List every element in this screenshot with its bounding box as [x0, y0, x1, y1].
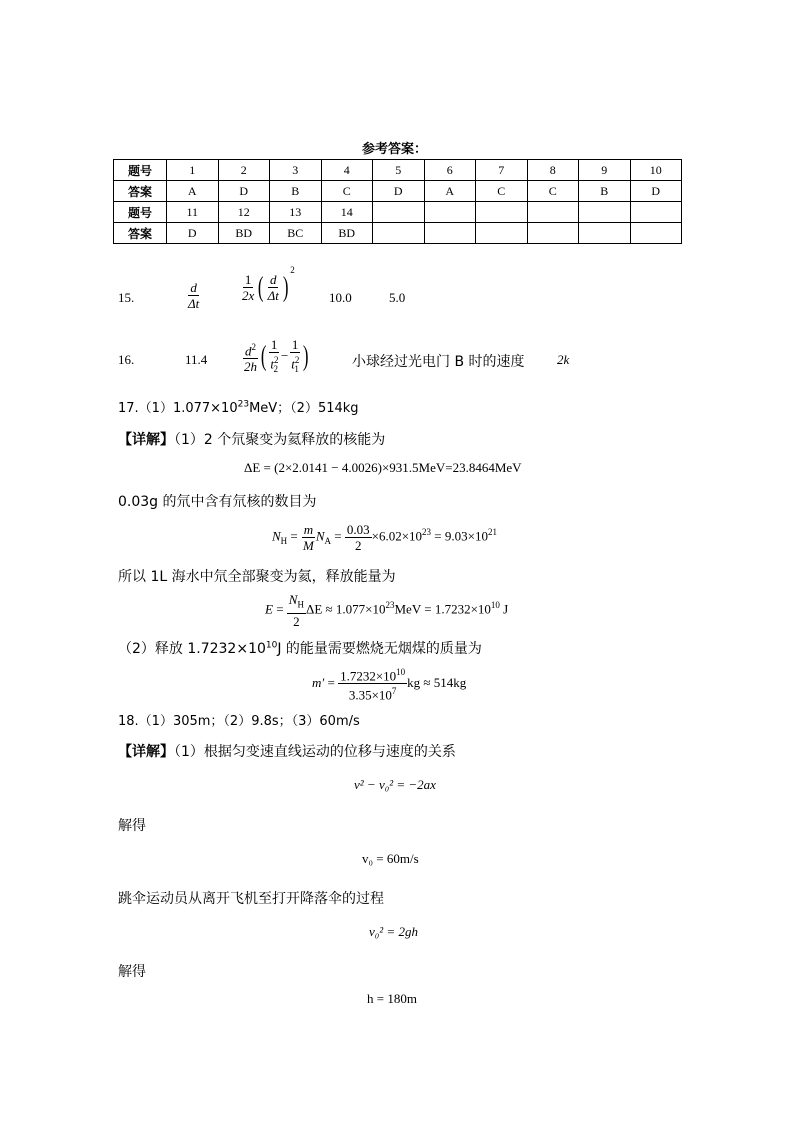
table-cell: C: [527, 181, 579, 202]
eq-text: ΔE ≈ 1.077×10: [305, 601, 386, 617]
header-label: 题号: [114, 202, 167, 223]
q15-fraction-1: [186, 280, 201, 311]
frac-den: 2h: [244, 359, 257, 375]
q17-line-part-1: 17.（1）1.077×10: [118, 401, 238, 416]
frac-num: 0.03: [346, 522, 370, 537]
table-cell: [476, 202, 528, 223]
q16-label: 16.: [118, 352, 135, 367]
subscript: 2: [273, 363, 278, 374]
table-cell: BD: [321, 223, 373, 244]
frac-den: 3.35×10: [348, 687, 392, 703]
frac-num: 1.7232×10: [340, 668, 397, 684]
eq-symbol: N: [272, 528, 281, 544]
q17-answer-line: [118, 397, 359, 416]
subscript: H: [297, 599, 304, 610]
exponent: 10: [265, 640, 278, 651]
eq-symbol: N: [315, 528, 325, 544]
q17-equation-2: $N_H$ = $\frac{m}{M}$ $N_A$ = $\frac{0.03}{2}$ $\times 6.02\times 10^{23} = 9.03\times 10^{21}$: [272, 522, 497, 553]
table-cell: 3: [270, 160, 322, 181]
q18-solve-1: 解得: [118, 818, 146, 834]
table-cell: D: [167, 223, 219, 244]
frac-num: 1: [244, 272, 252, 287]
q18-solve-2: 解得: [118, 964, 146, 980]
answer-label: 答案: [114, 181, 167, 202]
exponent: 2: [290, 265, 295, 276]
q17-text-2: 0.03g 的氘中含有氘核的数目为: [118, 494, 317, 510]
frac-den: Δt: [188, 296, 200, 311]
table-cell: C: [321, 181, 373, 202]
header-label: 题号: [114, 160, 167, 181]
q18-text-3: 跳伞运动员从离开飞机至打开降落伞的过程: [118, 891, 384, 907]
table-cell: [527, 202, 579, 223]
table-row: [114, 181, 682, 202]
table-cell: [424, 223, 476, 244]
answer-key-heading: 参考答案：: [362, 142, 428, 157]
table-cell: D: [373, 181, 425, 202]
table-row: [114, 223, 682, 244]
detail-text: （1）2 个氘聚变为氦释放的核能为: [174, 432, 386, 448]
eq-unit: J: [503, 601, 509, 617]
table-cell: [373, 202, 425, 223]
q18-equation-2: v₀ = 60m/s: [362, 851, 419, 866]
eq-text: = 9.03×10: [431, 528, 488, 544]
frac-num: 1: [270, 337, 278, 352]
detail-text: （1）根据匀变速直线运动的位移与速度的关系: [174, 744, 456, 760]
q15-label: 15.: [118, 290, 135, 305]
exponent: 2: [251, 341, 256, 352]
table-cell: [424, 202, 476, 223]
table-cell: 10: [630, 160, 682, 181]
table-cell: [630, 202, 682, 223]
table-row: [114, 202, 682, 223]
frac-den: Δt: [267, 288, 279, 303]
table-row: [114, 160, 682, 181]
frac-den: M: [303, 538, 314, 553]
q15-value-1: 10.0: [329, 290, 352, 305]
table-cell: 5: [373, 160, 425, 181]
table-cell: A: [424, 181, 476, 202]
q17-detail: [118, 429, 385, 449]
table-cell: [579, 202, 631, 223]
q18-equation-3: v₀² = 2gh: [369, 924, 418, 939]
q17-text-3: 所以 1L 海水中氘全部聚变为氦，释放能量为: [118, 569, 396, 585]
exponent: 21: [487, 527, 497, 538]
eq-symbol: E: [265, 601, 273, 617]
frac-num: N: [288, 592, 298, 607]
table-cell: 8: [527, 160, 579, 181]
table-cell: A: [167, 181, 219, 202]
table-cell: D: [218, 181, 270, 202]
q15-value-2: 5.0: [389, 290, 406, 305]
detail-tag: 【详解】: [118, 432, 174, 448]
q16-formula: $\frac{d^2}{2h}$ ( $\frac{1}{t^2_2}$ − $\frac{1}{t^2_1}$ ): [244, 337, 309, 375]
eq-text: MeV = 1.7232×10: [394, 601, 491, 617]
q18-answer-line: 18.（1）305m；（2）9.8s；（3）60m/s: [118, 714, 360, 729]
frac-num: d: [190, 280, 197, 295]
q17-equation-4: m′ = $\frac{1.7232\times 10^{10}}{3.35\times 10^7}$ kg ≈ 514kg: [312, 667, 467, 703]
q17-line-part-2: MeV；（2）514kg: [249, 401, 359, 416]
exponent: 23: [385, 599, 395, 610]
eq-text: ×6.02×10: [371, 528, 423, 544]
table-cell: 7: [476, 160, 528, 181]
table-cell: BD: [218, 223, 270, 244]
table-cell: [476, 223, 528, 244]
exponent: 7: [391, 686, 397, 697]
eq-text: kg ≈ 514kg: [407, 674, 467, 690]
subscript: 1: [294, 363, 299, 374]
table-cell: 1: [167, 160, 219, 181]
frac-num: 1: [291, 337, 299, 352]
q16-text: 小球经过光电门 B 时的速度: [352, 354, 525, 370]
table-cell: [630, 223, 682, 244]
frac-den: t: [270, 356, 274, 372]
exponent: 10: [396, 667, 406, 677]
minus-sign: −: [280, 347, 289, 363]
subscript: H: [280, 536, 288, 547]
table-cell: B: [579, 181, 631, 202]
table-cell: 6: [424, 160, 476, 181]
table-cell: [579, 223, 631, 244]
frac-den: t: [291, 356, 295, 372]
table-cell: D: [630, 181, 682, 202]
exponent: 23: [237, 399, 250, 410]
table-cell: 2: [218, 160, 270, 181]
table-cell: BC: [270, 223, 322, 244]
table-cell: 4: [321, 160, 373, 181]
q17-equation-3: E = $\frac{N_H}{2}$ $\Delta E \approx 1.077\times 10^{23}MeV = 1.7232\times 10^{10}$ J: [265, 592, 509, 629]
detail-tag: 【详解】: [118, 744, 174, 760]
exponent: 23: [422, 527, 432, 538]
q18-detail: [118, 741, 456, 761]
frac-num: d: [269, 272, 277, 287]
q17-text-4: [118, 638, 482, 658]
q17-text-4b: J 的能量需要燃烧无烟煤的质量为: [277, 641, 482, 657]
frac-den: 2x: [242, 288, 255, 303]
frac-num: d: [245, 343, 252, 359]
table-cell: C: [476, 181, 528, 202]
table-cell: 11: [167, 202, 219, 223]
table-cell: 14: [321, 202, 373, 223]
eq-symbol: m′: [312, 674, 325, 690]
q15-fraction-2: $\frac{1}{2x}$ ( $\frac{d}{\Delta t}$ )$^2$: [242, 265, 295, 303]
subscript: A: [324, 536, 332, 547]
exponent: 10: [490, 599, 500, 610]
q16-k: 2k: [557, 352, 570, 367]
table-cell: [527, 223, 579, 244]
q18-equation-4: h = 180m: [367, 991, 417, 1006]
table-cell: 12: [218, 202, 270, 223]
table-cell: B: [270, 181, 322, 202]
frac-den: 2: [355, 538, 362, 553]
answer-table: [113, 159, 682, 244]
table-cell: 13: [270, 202, 322, 223]
q17-text-4a: （2）释放 1.7232×10: [118, 641, 266, 657]
exponent: 2: [273, 355, 279, 365]
q16-value-1: 11.4: [185, 352, 208, 367]
exponent: 2: [294, 355, 300, 365]
table-cell: 9: [579, 160, 631, 181]
q18-equation-1: v² − v₀² = −2ax: [354, 777, 436, 792]
table-cell: [373, 223, 425, 244]
q17-equation-1: ΔE = (2×2.0141 − 4.0026)×931.5MeV=23.8464MeV: [244, 460, 522, 475]
frac-den: 2: [293, 613, 300, 629]
answer-label: 答案: [114, 223, 167, 244]
frac-num: m: [303, 522, 314, 537]
